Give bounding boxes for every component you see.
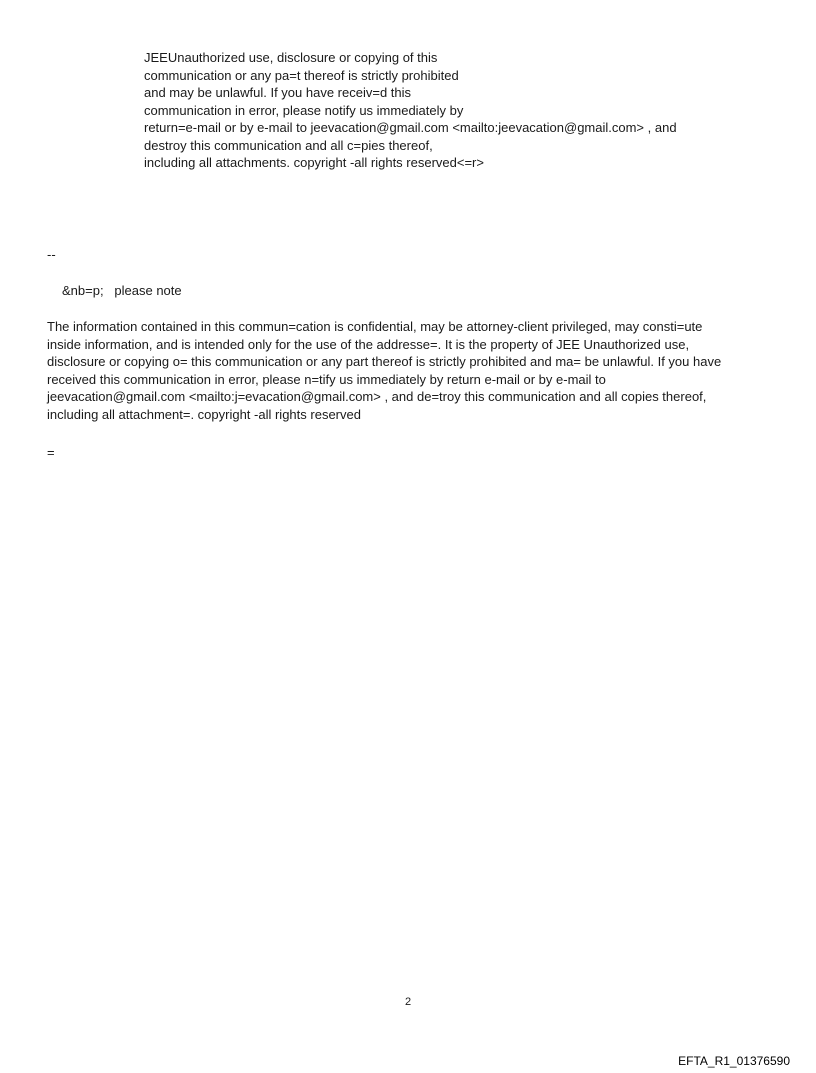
text-line: return=e-mail or by e-mail to jeevacation@gmail.com <mailto:jeevacation@gmail.com> , and xyxy=(144,120,677,135)
text-line: destroy this communication and all c=pies thereof, xyxy=(144,137,433,153)
text-line: The information contained in this commun=cation is confidential, may be attorney-client privileged, may consti=ute xyxy=(47,319,703,334)
page-number: 2 xyxy=(404,996,412,1008)
confidentiality-disclaimer xyxy=(47,318,767,424)
note-heading: &nb=p; please note xyxy=(62,283,182,298)
text-line: including all attachment=. copyright -all rights reserved xyxy=(47,406,361,422)
text-line: including all attachments. copyright -all rights reserved<=r> xyxy=(144,155,484,170)
text-line: jeevacation@gmail.com <mailto:j=evacation@gmail.com> , and de=troy this communication and all copies thereof, xyxy=(47,389,707,405)
quoted-disclaimer xyxy=(144,49,764,172)
text-line: JEEUnauthorized use, disclosure or copying of this xyxy=(144,50,438,65)
text-line: inside information, and is intended only for the use of the addresse=. It is the property of JEE Unauthorized use, xyxy=(47,336,690,352)
signature-separator: -- xyxy=(47,247,56,262)
text-line: disclosure or copying o= this communication or any part thereof is strictly prohibited and ma= be unlawful. If you have xyxy=(47,354,722,370)
document-id: EFTA_R1_01376590 xyxy=(678,1054,790,1068)
text-line: received this communication in error, please n=tify us immediately by return e-mail or by e-mail to xyxy=(47,371,606,387)
text-line: and may be unlawful. If you have receiv=d this xyxy=(144,85,412,100)
trailing-equals: = xyxy=(47,445,55,460)
text-line: communication or any pa=t thereof is strictly prohibited xyxy=(144,67,459,83)
text-line: communication in error, please notify us immediately by xyxy=(144,102,464,118)
